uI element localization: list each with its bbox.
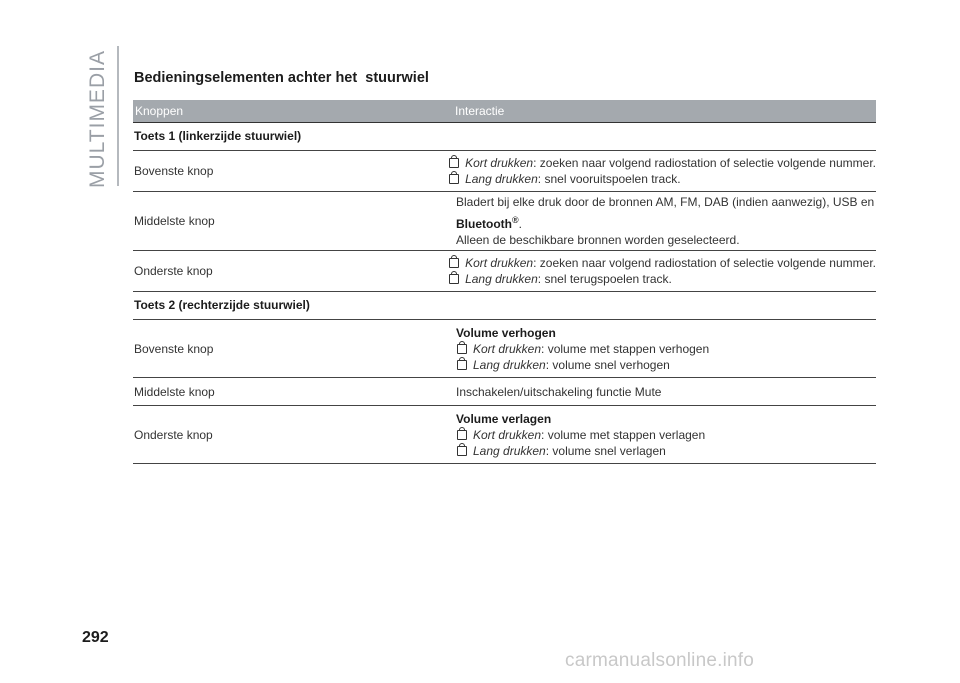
interaction-line <box>456 427 876 443</box>
interaction-line <box>456 212 876 232</box>
button-label: Middelste knop <box>134 384 215 399</box>
lock-icon <box>457 446 467 456</box>
bluetooth-label: Bluetooth <box>456 217 512 231</box>
button-label: Bovenste knop <box>134 164 214 178</box>
lock-icon <box>449 274 459 284</box>
action-label: Kort drukken <box>473 341 542 356</box>
header-interactie: Interactie <box>455 104 505 118</box>
table-row <box>133 378 876 406</box>
interaction-line <box>456 341 876 357</box>
period: . <box>518 217 522 231</box>
action-label: Lang drukken <box>473 357 546 372</box>
interaction-title: Volume verhogen <box>456 325 556 340</box>
action-label: Lang drukken <box>465 272 538 286</box>
table-row <box>133 192 876 251</box>
action-text: : volume snel verhogen <box>545 357 670 372</box>
action-text: : zoeken naar volgend radiostation of selectie volgende nummer. <box>533 256 876 270</box>
interaction-text: Bladert bij elke druk door de bronnen AM, FM, DAB (indien aanwezig), USB en <box>456 195 875 209</box>
lock-icon <box>457 344 467 354</box>
interaction-line <box>448 271 876 287</box>
action-text: : snel terugspoelen track. <box>537 272 672 286</box>
action-text: : volume met stappen verhogen <box>541 341 710 356</box>
button-label: Bovenste knop <box>134 341 214 356</box>
page-number: 292 <box>82 629 109 646</box>
interaction-title: Volume verlagen <box>456 411 552 426</box>
action-label: Kort drukken <box>465 156 534 170</box>
interaction-line <box>448 171 876 187</box>
interaction-line <box>448 155 876 171</box>
interaction-cell <box>456 411 876 459</box>
action-label: Lang drukken <box>465 172 538 186</box>
button-label: Onderste knop <box>134 427 213 442</box>
button-label: Onderste knop <box>134 264 213 278</box>
interaction-text: Inschakelen/uitschakeling functie Mute <box>456 384 662 399</box>
interaction-line <box>448 255 876 271</box>
action-text: : snel vooruitspoelen track. <box>537 172 681 186</box>
controls-table <box>133 100 876 464</box>
action-label: Kort drukken <box>473 427 542 442</box>
table-row <box>133 320 876 378</box>
lock-icon <box>449 258 459 268</box>
interaction-cell <box>456 194 876 248</box>
table-header <box>133 100 876 122</box>
section-title: MULTIMEDIA <box>86 50 109 188</box>
interaction-cell <box>456 325 876 373</box>
table-row <box>133 251 876 292</box>
interaction-cell <box>448 255 876 287</box>
action-label: Kort drukken <box>465 256 534 270</box>
group-title-toets-2: Toets 2 (rechterzijde stuurwiel) <box>133 292 876 320</box>
watermark: carmanualsonline.info <box>565 650 755 671</box>
action-label: Lang drukken <box>473 443 546 458</box>
action-text: : volume met stappen verlagen <box>541 427 706 442</box>
lock-icon <box>457 360 467 370</box>
registered-mark: ® <box>512 215 519 225</box>
lock-icon <box>457 430 467 440</box>
interaction-line <box>456 443 876 459</box>
section-rule <box>117 46 119 186</box>
interaction-text: Alleen de beschikbare bronnen worden geselecteerd. <box>456 233 740 247</box>
interaction-cell <box>448 155 876 187</box>
table-row <box>133 151 876 192</box>
table-row <box>133 406 876 464</box>
action-text: : volume snel verlagen <box>545 443 666 458</box>
interaction-line <box>456 357 876 373</box>
header-knoppen: Knoppen <box>135 104 184 118</box>
button-label: Middelste knop <box>134 214 215 228</box>
lock-icon <box>449 158 459 168</box>
group-title-toets-1: Toets 1 (linkerzijde stuurwiel) <box>133 123 876 151</box>
action-text: : zoeken naar volgend radiostation of selectie volgende nummer. <box>533 156 876 170</box>
lock-icon <box>449 174 459 184</box>
page-heading: Bedieningselementen achter het stuurwiel <box>134 70 429 86</box>
